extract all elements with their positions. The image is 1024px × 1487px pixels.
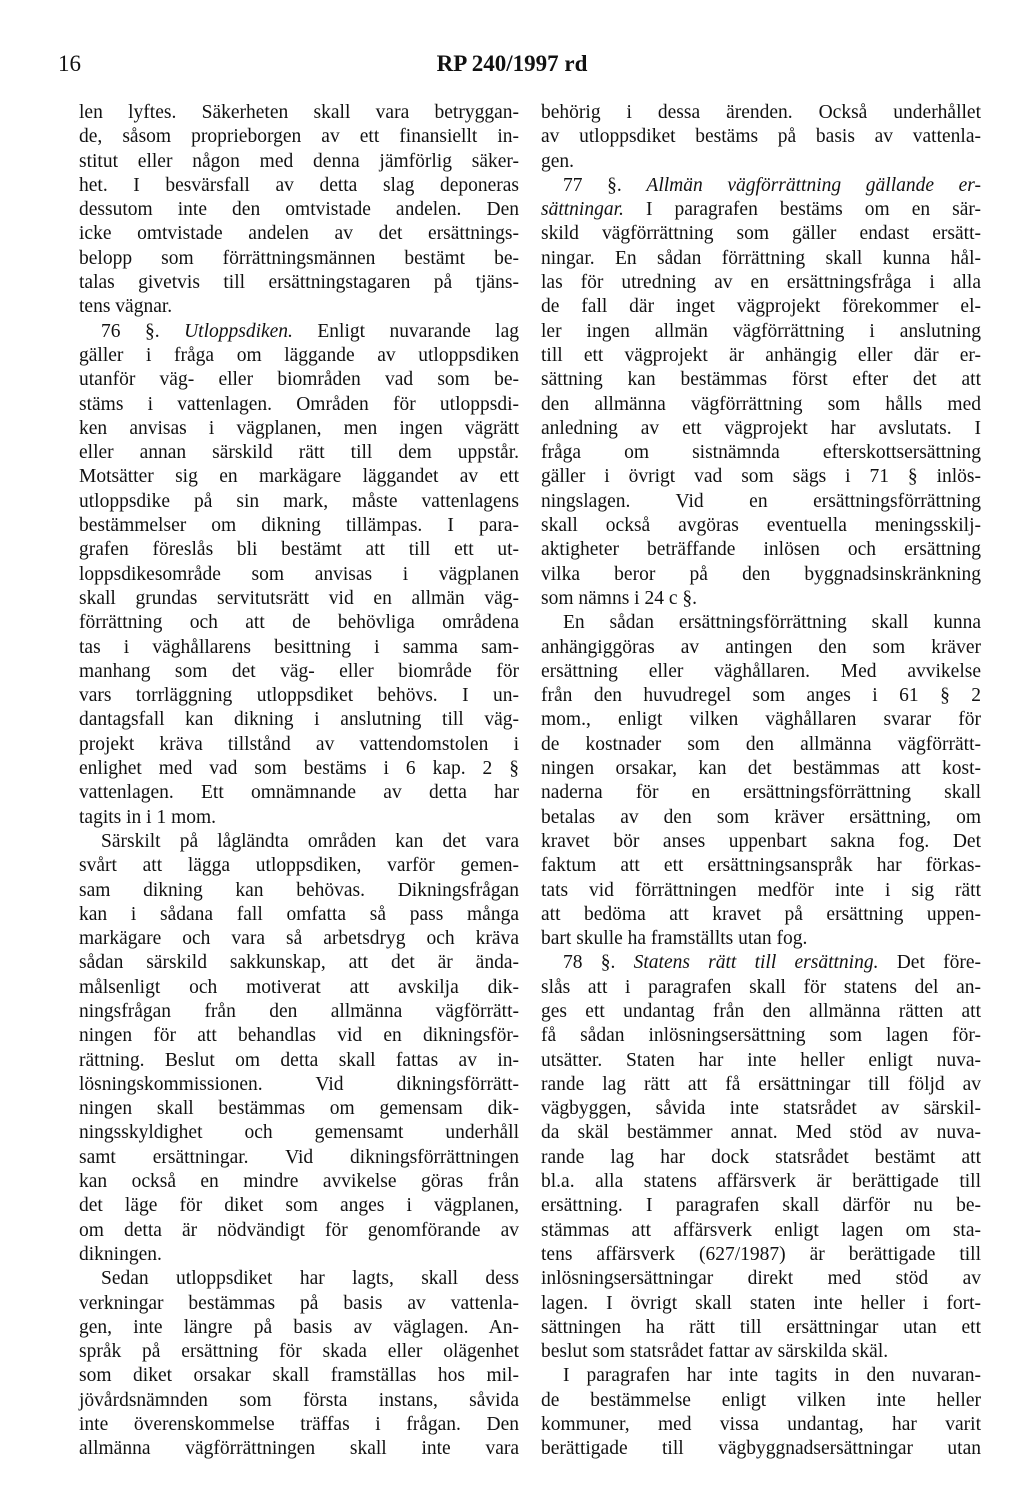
text-line: fråga om sistnämnda efterskottsersättning bbox=[541, 442, 981, 464]
text-line: ersättning eller väghållaren. Med avvikelse bbox=[541, 660, 981, 682]
text-line: utsätter. Staten har inte heller enligt nuva- bbox=[541, 1049, 981, 1071]
text-line: de kostnader som den allmänna vägförrätt- bbox=[541, 733, 981, 755]
text-line: projekt kräva tillstånd av vattendomstolen i bbox=[79, 733, 519, 755]
text-line: ler ingen allmän vägförrättning i anslutning bbox=[541, 320, 981, 342]
text-line: allmänna vägförrättningen skall inte vara bbox=[79, 1438, 519, 1460]
text-line: Motsätter sig en markägare läggandet av ett bbox=[79, 466, 519, 488]
text-line: ningsfrågan från den allmänna vägförrätt- bbox=[79, 1000, 519, 1022]
right-column bbox=[541, 101, 981, 1462]
text-line: de, såsom proprieborgen av ett finansiellt in- bbox=[79, 126, 519, 148]
text-line bbox=[541, 198, 981, 222]
text-line: ningen för att behandlas vid en dikningsför- bbox=[79, 1025, 519, 1047]
left-column bbox=[79, 101, 519, 1462]
text-line: förrättning och att de behövliga områdena bbox=[79, 612, 519, 634]
text-line: dessutom inte den omtvistade andelen. Den bbox=[79, 199, 519, 221]
text-line: stäms i vattenlagen. Områden för utloppsdi- bbox=[79, 393, 519, 415]
text-line: aktigheter beträffande inlösen och ersättning bbox=[541, 539, 981, 561]
section-number: 76 §. bbox=[101, 320, 185, 342]
text-line: Sedan utloppsdiket har lagts, skall dess bbox=[101, 1268, 519, 1290]
text-line: till ett vägprojekt är anhängig eller där er- bbox=[541, 344, 981, 366]
text-line: verkningar bestämmas på basis av vattenla- bbox=[79, 1292, 519, 1314]
text-line: sam dikning kan behövas. Dikningsfrågan bbox=[79, 879, 519, 901]
text-line: sättningen ha rätt till ersättningar utan ett bbox=[541, 1316, 981, 1338]
text-line: bart skulle ha framställts utan fog. bbox=[541, 928, 808, 950]
text-line: anhängiggöras av antingen den som kräver bbox=[541, 636, 981, 658]
text-line: dantagsfall kan dikning i anslutning till väg- bbox=[79, 709, 519, 731]
text-line: ningsskyldighet och gemensamt underhåll bbox=[79, 1122, 519, 1144]
text-line: rättning. Beslut om detta skall fattas av in- bbox=[79, 1049, 519, 1071]
text-line: mom., enligt vilken väghållaren svarar för bbox=[541, 709, 981, 731]
text-line: bl.a. alla statens affärsverk är berättigade till bbox=[541, 1171, 981, 1193]
text-line: inte överenskommelse träffas i frågan. Den bbox=[79, 1414, 519, 1436]
text-line: gäller i fråga om läggande av utloppsdiken bbox=[79, 344, 519, 366]
text-line: få sådan inlösningsersättning som lagen för- bbox=[541, 1025, 981, 1047]
text-line: naderna för en ersättningsförrättning skall bbox=[541, 782, 981, 804]
text-line: av utloppsdiket bestäms på basis av vattenla- bbox=[541, 126, 981, 148]
text-line: lagen. I övrigt skall staten inte heller i fort- bbox=[541, 1292, 981, 1314]
text-line: från den huvudregel som anges i 61 § 2 bbox=[541, 685, 981, 707]
text-line: skall också avgöras eventuella meningsskilj- bbox=[541, 515, 981, 537]
text-line: gen, inte längre på basis av väglagen. An- bbox=[79, 1316, 519, 1338]
text-line: jövårdsnämnden som första instans, såvida bbox=[79, 1389, 519, 1411]
section-heading: sättningar. bbox=[541, 199, 624, 221]
section-heading: Utloppsdiken. bbox=[184, 320, 293, 342]
text-line: En sådan ersättningsförrättning skall kunna bbox=[563, 612, 981, 634]
text-line: vars torrläggning utloppsdiket behövs. I un- bbox=[79, 685, 519, 707]
text-line: kravet bör anses uppenbart sakna fog. Det bbox=[541, 830, 981, 852]
text-line: kan i sådana fall omfatta så pass många bbox=[79, 903, 519, 925]
text-line: Särskilt på lågländta områden kan det vara bbox=[101, 830, 519, 852]
text-line: beslut som statsrådet fattar av särskilda skäl. bbox=[541, 1341, 889, 1363]
text-line: talas givetvis till ersättningstagaren på tjäns- bbox=[79, 272, 519, 294]
line-text: Enligt nuvarande lag bbox=[292, 320, 520, 342]
text-line: behörig i dessa ärenden. Också underhållet bbox=[541, 102, 981, 123]
text-line: ningslagen. Vid en ersättningsförrättning bbox=[541, 490, 981, 512]
text-line: inlösningsersättningar direkt med stöd av bbox=[541, 1268, 981, 1290]
text-line: målsenligt och motiverat att avskilja dik- bbox=[79, 976, 519, 998]
text-line: betalas av den som kräver ersättning, om bbox=[541, 806, 981, 828]
section-number: 78 §. bbox=[563, 952, 634, 974]
text-line: vattenlagen. Ett omnämnande av detta har bbox=[79, 782, 519, 804]
text-line: samt ersättningar. Vid dikningsförrättningen bbox=[79, 1146, 519, 1168]
text-line: bestämmelser om dikning tillämpas. I para- bbox=[79, 515, 519, 537]
text-line: gen. bbox=[541, 150, 575, 172]
section-number: 77 §. bbox=[563, 174, 647, 196]
text-line: som diket orsakar skall framställas hos mil- bbox=[79, 1365, 519, 1387]
text-line: ken anvisas i vägplanen, men ingen vägrätt bbox=[79, 417, 519, 439]
text-line: ningar. En sådan förrättning skall kunna hål- bbox=[541, 247, 981, 269]
text-line: vägbyggen, såvida inte statsrådet av särskil- bbox=[541, 1098, 981, 1120]
text-line: rande lag rätt att få ersättningar till följd av bbox=[541, 1073, 981, 1095]
text-line: skall grundas servitutsrätt vid en allmän väg- bbox=[79, 587, 519, 609]
text-line: loppsdikesområde som anvisas i vägplanen bbox=[79, 563, 519, 585]
text-line: som nämns i 24 c §. bbox=[541, 587, 697, 609]
text-line: sådan särskild sakkunskap, att det är ända- bbox=[79, 952, 519, 974]
page-number: 16 bbox=[58, 51, 81, 76]
text-line: anledning av ett vägprojekt har avslutats. I bbox=[541, 417, 981, 439]
text-line: vilka beror på den byggnadsinskränkning bbox=[541, 563, 981, 585]
text-line: stämmas att affärsverk enligt lagen om sta- bbox=[541, 1219, 981, 1241]
text-line: ersättning. I paragrafen skall därför nu be- bbox=[541, 1195, 981, 1217]
text-line: las för utredning av en ersättningsfråga i alla bbox=[541, 272, 981, 294]
text-line: utloppsdike på sin mark, måste vattenlagens bbox=[79, 490, 519, 512]
text-line: att bedöma att kravet på ersättning uppen- bbox=[541, 903, 981, 925]
text-line: det läge för diket som anges i vägplanen, bbox=[79, 1195, 519, 1217]
running-header: RP 240/1997 rd bbox=[436, 51, 588, 76]
text-line: tats vid förrättningen medför inte i sig rätt bbox=[541, 879, 981, 901]
text-line: utanför väg- eller biområden vad som be- bbox=[79, 369, 519, 391]
text-line: len lyftes. Säkerheten skall vara betryggan- bbox=[79, 102, 519, 123]
text-line: tas i väghållarens besittning i samma sam- bbox=[79, 636, 519, 658]
section-heading: Allmän vägförrättning gällande er- bbox=[646, 174, 981, 196]
text-line: gäller i övrigt vad som sägs i 71 § inlös- bbox=[541, 466, 981, 488]
text-line: berättigade till vägbyggnadsersättningar utan bbox=[541, 1438, 981, 1460]
text-line bbox=[541, 174, 981, 198]
text-line: slås att i paragrafen skall för statens del an- bbox=[541, 976, 981, 998]
text-line: markägare och vara så arbetsdryg och kräva bbox=[79, 928, 519, 950]
text-line: grafen föreslås bli bestämt att till ett ut- bbox=[79, 539, 519, 561]
text-line: da skäl bestämmer annat. Med stöd av nuva- bbox=[541, 1122, 981, 1144]
text-line: skild vägförrättning som gäller endast ersätt- bbox=[541, 223, 981, 245]
text-line: sättning kan bestämmas först efter det att bbox=[541, 369, 981, 391]
text-line: ges ett undantag från den allmänna rätten att bbox=[541, 1000, 981, 1022]
text-line: tens affärsverk (627/1987) är berättigade till bbox=[541, 1243, 981, 1265]
text-line: icke omtvistade andelen av det ersättnings- bbox=[79, 223, 519, 245]
text-line: språk på ersättning för skada eller olägenhet bbox=[79, 1341, 519, 1363]
text-line: faktum att ett ersättningsanspråk har förkas- bbox=[541, 855, 981, 877]
text-line: manhang som det väg- eller biområde för bbox=[79, 660, 519, 682]
text-line: enlighet med vad som bestäms i 6 kap. 2 § bbox=[79, 758, 519, 780]
text-line: dikningen. bbox=[79, 1243, 162, 1265]
text-line: lösningskommissionen. Vid dikningsförrätt- bbox=[79, 1073, 519, 1095]
text-line: tagits in i 1 mom. bbox=[79, 806, 217, 828]
text-line bbox=[79, 320, 519, 344]
text-line: kommuner, med vissa undantag, har varit bbox=[541, 1414, 981, 1436]
text-line: de fall där inget vägprojekt förekommer el- bbox=[541, 296, 981, 318]
text-line: I paragrafen har inte tagits in den nuvaran- bbox=[563, 1365, 981, 1387]
text-line: svårt att lägga utloppsdiken, varför gemen- bbox=[79, 855, 519, 877]
text-line: ningen skall bestämmas om gemensam dik- bbox=[79, 1098, 519, 1120]
text-line bbox=[541, 951, 981, 975]
text-line: om detta är nödvändigt för genomförande av bbox=[79, 1219, 519, 1241]
text-line: stitut eller någon med denna jämförlig säker- bbox=[79, 150, 519, 172]
line-text: I paragrafen bestäms om en sär- bbox=[623, 199, 981, 221]
text-line: het. I besvärsfall av detta slag deponeras bbox=[79, 174, 519, 196]
text-line: tens vägnar. bbox=[79, 296, 173, 318]
text-line: kan också en mindre avvikelse göras från bbox=[79, 1171, 519, 1193]
text-line: rande lag har dock statsrådet bestämt att bbox=[541, 1146, 981, 1168]
section-heading: Statens rätt till ersättning. bbox=[633, 952, 879, 974]
line-text: Det före- bbox=[878, 952, 981, 974]
text-line: ningen orsakar, kan det bestämmas att kost- bbox=[541, 758, 981, 780]
text-line: eller annan särskild rätt till dem uppstår. bbox=[79, 442, 519, 464]
text-line: den allmänna vägförrättning som hålls med bbox=[541, 393, 981, 415]
text-line: de bestämmelse enligt vilken inte heller bbox=[541, 1389, 981, 1411]
text-line: belopp som förrättningsmännen bestämt be- bbox=[79, 247, 519, 269]
